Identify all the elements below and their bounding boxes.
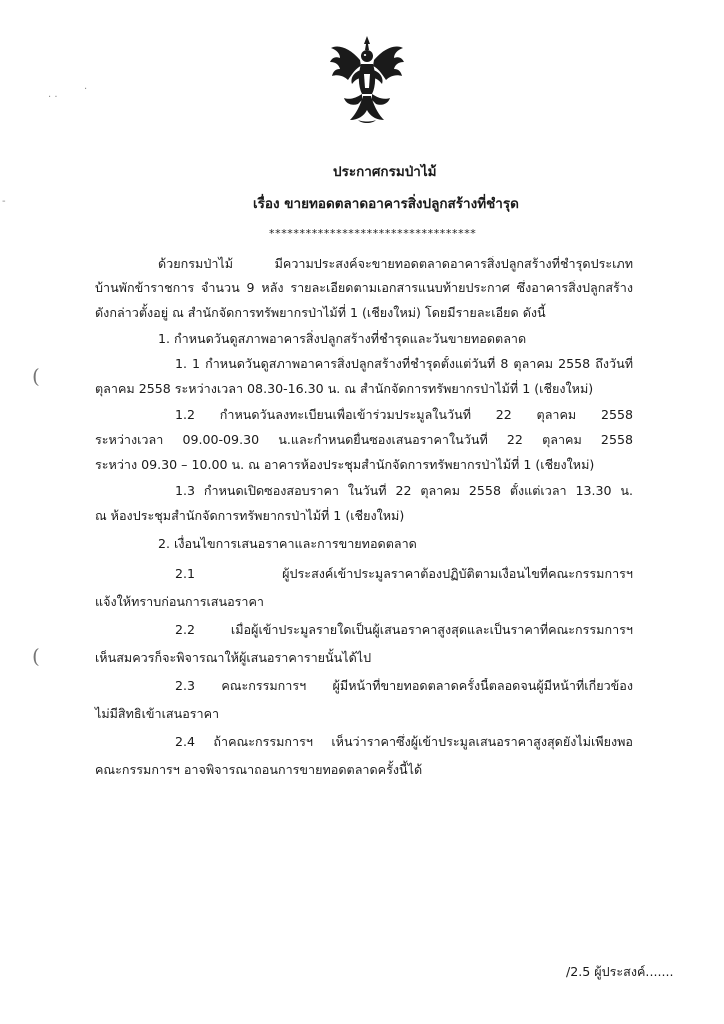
item-1-3-line-1: 1.3 กำหนดเปิดซองสอบราคา ในวันที่ 22 ตุลาคม 2558 ตั้งแต่เวลา 13.30 น.	[175, 483, 633, 498]
section-1-heading: 1. กำหนดวันดูสภาพอาคารสิ่งปลูกสร้างที่ชำรุดและวันขายทอดตลาด	[158, 331, 527, 346]
item-2-4-line-2: คณะกรรมการฯ อาจพิจารณาถอนการขายทอดตลาดครั้งนี้ได้	[95, 762, 423, 777]
section-2-heading: 2. เงื่อนไขการเสนอราคาและการขายทอดตลาด	[158, 536, 417, 551]
scan-speck: -	[2, 196, 6, 207]
item-2-1-line-1: 2.1 ผู้ประสงค์เข้าประมูลราคาต้องปฏิบัติตามเงื่อนไขที่คณะกรรมการฯ	[175, 566, 633, 581]
intro-line-3: ดังกล่าวตั้งอยู่ ณ สำนักจัดการทรัพยากรป่าไม้ที่ 1 (เชียงใหม่) โดยมีรายละเอียด ดังนี้	[95, 305, 546, 320]
garuda-emblem-icon	[328, 34, 406, 126]
item-2-3-line-2: ไม่มีสิทธิเข้าเสนอราคา	[95, 706, 220, 721]
margin-bracket-mark: (	[32, 644, 40, 668]
item-1-1-line-2: ตุลาคม 2558 ระหว่างเวลา 08.30-16.30 น. ณ สำนักจัดการทรัพยากรป่าไม้ที่ 1 (เชียงใหม่)	[95, 381, 594, 396]
item-1-2-line-1: 1.2 กำหนดวันลงทะเบียนเพื่อเข้าร่วมประมูลในวันที่ 22 ตุลาคม 2558	[175, 407, 633, 422]
intro-line-1: ด้วยกรมป่าไม้ มีความประสงค์จะขายทอดตลาดอาคารสิ่งปลูกสร้างที่ชำรุดประเภท	[158, 256, 633, 271]
scan-speck: · ·	[48, 92, 58, 103]
document-subject: เรื่อง ขายทอดตลาดอาคารสิ่งปลูกสร้างที่ชำรุด	[253, 196, 519, 212]
item-1-2-line-3: ระหว่าง 09.30 – 10.00 น. ณ อาคารห้องประชุมสำนักจัดการทรัพยากรป่าไม้ที่ 1 (เชียงใหม่)	[95, 457, 595, 472]
intro-line-2: บ้านพักข้าราชการ จำนวน 9 หลัง รายละเอียดตามเอกสารแนบท้ายประกาศ ซึ่งอาคารสิ่งปลูกสร้าง	[95, 280, 633, 295]
page-continuation-marker: /2.5 ผู้ประสงค์.......	[566, 964, 674, 979]
item-2-3-line-1: 2.3 คณะกรรมการฯ ผู้มีหน้าที่ขายทอดตลาดครั้งนี้ตลอดจนผู้มีหน้าที่เกี่ยวข้อง	[175, 678, 633, 693]
separator-line: **********************************	[269, 227, 477, 240]
item-2-4-line-1: 2.4 ถ้าคณะกรรมการฯ เห็นว่าราคาซึ่งผู้เข้าประมูลเสนอราคาสูงสุดยังไม่เพียงพอ	[175, 734, 633, 749]
document-title: ประกาศกรมป่าไม้	[333, 164, 437, 180]
item-1-1-line-1: 1. 1 กำหนดวันดูสภาพอาคารสิ่งปลูกสร้างที่ชำรุดตั้งแต่วันที่ 8 ตุลาคม 2558 ถึงวันที่	[175, 356, 633, 371]
item-2-2-line-1: 2.2 เมื่อผู้เข้าประมูลรายใดเป็นผู้เสนอราคาสูงสุดและเป็นราคาที่คณะกรรมการฯ	[175, 622, 633, 637]
item-1-3-line-2: ณ ห้องประชุมสำนักจัดการทรัพยากรป่าไม้ที่ 1 (เชียงใหม่)	[95, 508, 405, 523]
item-1-2-line-2: ระหว่างเวลา 09.00-09.30 น.และกำหนดยื่นซองเสนอราคาในวันที่ 22 ตุลาคม 2558	[95, 432, 633, 447]
item-2-2-line-2: เห็นสมควรก็จะพิจารณาให้ผู้เสนอราคารายนั้นได้ไป	[95, 650, 372, 665]
scan-speck: ·	[84, 84, 88, 95]
margin-bracket-mark: (	[32, 364, 40, 388]
item-2-1-line-2: แจ้งให้ทราบก่อนการเสนอราคา	[95, 594, 264, 609]
